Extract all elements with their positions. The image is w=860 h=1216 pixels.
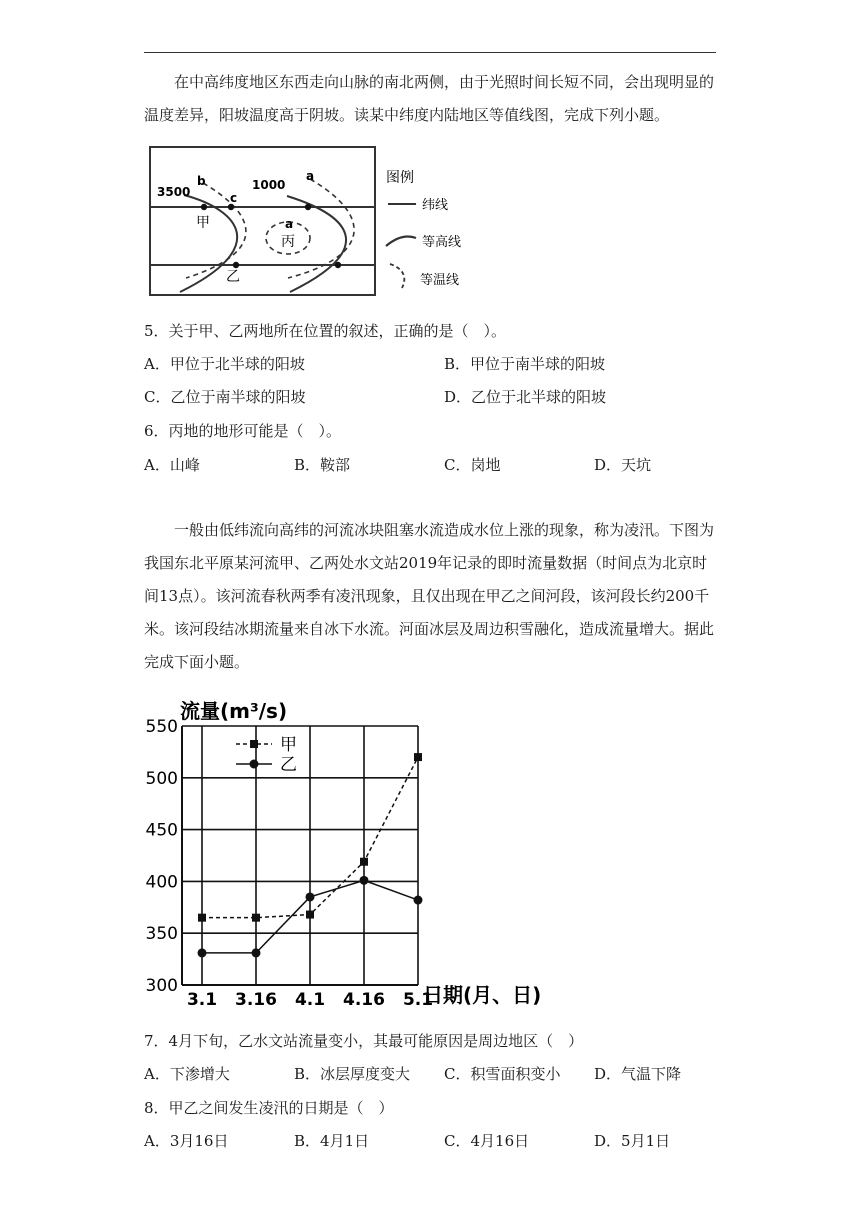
label-1000: 1000 xyxy=(252,178,286,192)
question-5-stem: 5．关于甲、乙两地所在位置的叙述，正确的是（ ）。 xyxy=(144,322,507,340)
contour-map xyxy=(140,140,480,300)
label-b: b xyxy=(197,174,206,188)
q8-option-b[interactable]: B．4月1日 xyxy=(294,1132,370,1150)
flow-chart xyxy=(140,690,560,1010)
x-tick-label: 5.1 xyxy=(402,990,434,1010)
q5-option-c[interactable]: C．乙位于南半球的阳坡 xyxy=(144,388,306,406)
point-jia xyxy=(201,204,207,210)
data-point-jia xyxy=(252,914,260,922)
label-3500: 3500 xyxy=(157,185,191,199)
question-6-stem: 6．丙地的地形可能是（ ）。 xyxy=(144,422,342,440)
q8-option-c[interactable]: C．4月16日 xyxy=(444,1132,530,1150)
y-tick-label: 450 xyxy=(145,820,178,841)
passage-2: 一般由低纬流向高纬的河流冰块阻塞水流造成水位上涨的现象，称为凌汛。下图为我国东北平原某河流甲、乙两处水文站2019年记录的即时流量数据（时间点为北京时间13点）。该河流春秋两季有凌汛现象，且仅出现在甲乙之间河段，该河段长约200千米。该河段结冰期流量来自冰下水流。河面冰层及周边积雪融化，造成流量增大。据此完成下面小题。 xyxy=(144,521,715,671)
legend-label-jia: 甲 xyxy=(280,735,297,755)
label-a-center: a xyxy=(285,217,294,231)
legend-contour-label: 等高线 xyxy=(422,235,462,250)
legend-isotherm-swatch xyxy=(390,264,404,288)
legend-contour-swatch xyxy=(386,237,416,246)
data-point-jia xyxy=(414,753,422,761)
data-point-jia xyxy=(360,858,368,866)
data-point-jia xyxy=(306,911,314,919)
label-jia: 甲 xyxy=(196,215,210,231)
q7-option-c[interactable]: C．积雪面积变小 xyxy=(444,1065,561,1083)
question-8-stem: 8．甲乙之间发生凌汛的日期是（ ） xyxy=(144,1099,394,1117)
legend-isotherm-label: 等温线 xyxy=(420,273,460,288)
q6-option-d[interactable]: D．天坑 xyxy=(594,456,652,474)
q7-option-d[interactable]: D．气温下降 xyxy=(594,1065,682,1083)
q7-option-a[interactable]: A．下渗增大 xyxy=(144,1065,230,1083)
point-right-south xyxy=(335,262,341,268)
q8-option-a[interactable]: A．3月16日 xyxy=(144,1132,229,1150)
x-tick-label: 3.16 xyxy=(235,990,277,1010)
map-frame xyxy=(150,147,375,295)
legend-latitude-label: 纬线 xyxy=(422,198,449,213)
y-tick-label: 550 xyxy=(145,717,178,737)
q5-option-a[interactable]: A．甲位于北半球的阳坡 xyxy=(144,355,305,373)
point-yi xyxy=(233,262,239,268)
data-point-yi xyxy=(360,876,369,885)
q8-option-d[interactable]: D．5月1日 xyxy=(594,1132,671,1150)
q6-option-a[interactable]: A．山峰 xyxy=(144,456,200,474)
y-tick-label: 400 xyxy=(145,872,178,893)
label-c: c xyxy=(230,191,238,205)
legend-title: 图例 xyxy=(386,170,414,186)
legend-label-yi: 乙 xyxy=(280,755,297,775)
data-point-yi xyxy=(306,892,315,901)
point-1000 xyxy=(305,204,311,210)
y-tick-label: 300 xyxy=(145,976,178,996)
legend-marker-jia xyxy=(250,740,258,748)
y-tick-label: 350 xyxy=(145,924,178,945)
legend-marker-yi xyxy=(250,760,259,769)
data-point-jia xyxy=(198,914,206,922)
top-rule xyxy=(144,52,716,53)
data-point-yi xyxy=(252,948,261,957)
q7-option-b[interactable]: B．冰层厚度变大 xyxy=(294,1065,411,1083)
chart-x-label: 日期(月、日) xyxy=(423,983,542,1007)
x-tick-label: 3.1 xyxy=(186,990,218,1010)
passage-1: 在中高纬度地区东西走向山脉的南北两侧，由于光照时间长短不同，会出现明显的温度差异，阳坡温度高于阴坡。读某中纬度内陆地区等值线图，完成下列小题。 xyxy=(144,73,715,124)
question-7-stem: 7．4月下旬，乙水文站流量变小，其最可能原因是周边地区（ ） xyxy=(144,1032,584,1050)
label-bing: 丙 xyxy=(281,234,295,250)
q6-option-b[interactable]: B．鞍部 xyxy=(294,456,351,474)
data-point-yi xyxy=(198,948,207,957)
x-tick-label: 4.16 xyxy=(343,990,385,1010)
q5-option-d[interactable]: D．乙位于北半球的阳坡 xyxy=(444,388,607,406)
chart-y-label: 流量(m³/s) xyxy=(180,699,288,723)
data-point-yi xyxy=(414,896,423,905)
y-tick-label: 500 xyxy=(145,768,178,789)
x-tick-label: 4.1 xyxy=(294,990,326,1010)
label-a-right: a xyxy=(306,169,315,183)
q6-option-c[interactable]: C．岗地 xyxy=(444,456,501,474)
label-yi: 乙 xyxy=(226,269,240,285)
q5-option-b[interactable]: B．甲位于南半球的阳坡 xyxy=(444,355,606,373)
